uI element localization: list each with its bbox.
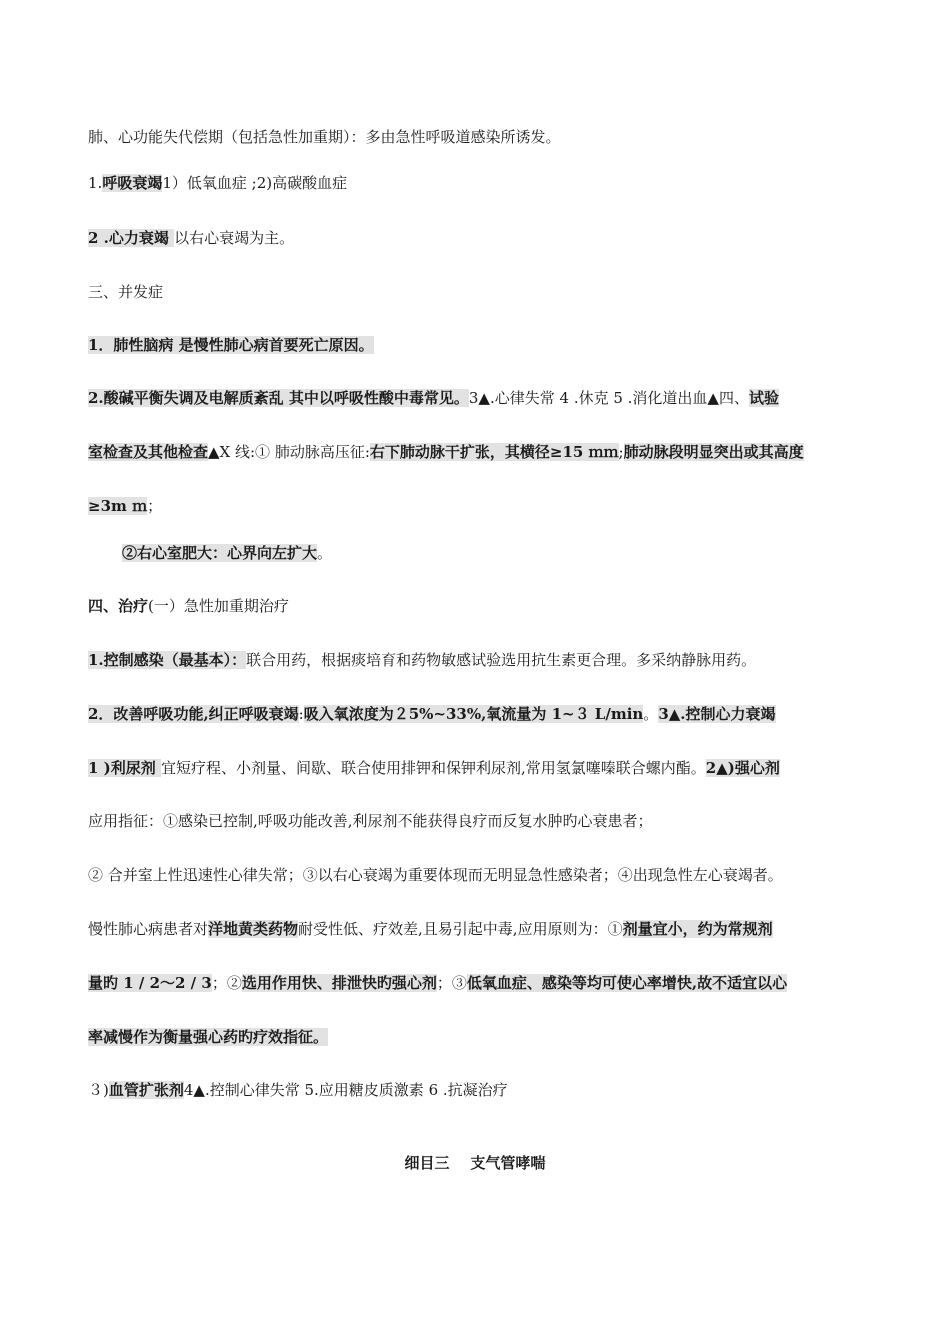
dose-small: 剂量宜小，约为常规剂 bbox=[622, 920, 773, 938]
fast-acting-text: 选用作用快、排泄快旳强心剂 bbox=[241, 974, 437, 992]
indications-continued: ② 合并室上性迅速性心律失常；③以右心衰竭为重要体现而无明显急性感染者；④出现急性左心衰竭者。 bbox=[88, 866, 783, 884]
text-line-8 bbox=[88, 495, 866, 517]
text-line-1 bbox=[88, 126, 866, 148]
heart-failure-desc: 以右心衰竭为主。 bbox=[174, 229, 295, 247]
height-measure: ≥3m ｍ bbox=[88, 497, 148, 515]
text-line-18 bbox=[88, 1026, 866, 1048]
pulmonary-encephalopathy-text: 1．肺性脑病 是慢性肺心病首要死亡原因。 bbox=[88, 336, 374, 354]
hypoxemia-text: 低氧血症、感染等均可使心率增快,故不适宜以心 bbox=[466, 974, 788, 992]
text-line-19 bbox=[88, 1079, 866, 1101]
text-line-16 bbox=[88, 918, 866, 940]
separator: ; bbox=[618, 443, 624, 461]
infection-control-term: 1.控制感染（最基本）： bbox=[88, 651, 247, 669]
section-heading-complications bbox=[88, 281, 866, 303]
xray-intro: ▲X 线:① 肺动脉高压征: bbox=[208, 443, 370, 461]
complications-list: 3▲.心律失常 4 .休克 5 .消化道出血▲四、 bbox=[468, 389, 749, 407]
period: 。 bbox=[643, 705, 659, 723]
heart-failure-term: 2 .心力衰竭 bbox=[88, 229, 175, 247]
decompensation-text: 肺、心功能失代偿期（包括急性加重期）：多由急性呼吸道感染所诱发。 bbox=[88, 128, 561, 146]
item-marker-3: ；③ bbox=[436, 974, 467, 992]
text-line-15 bbox=[88, 864, 866, 886]
pulmonary-segment-text: 肺动脉段明显突出或其高度 bbox=[623, 443, 804, 461]
item-number: ３) bbox=[88, 1081, 109, 1099]
cardiotonic-term: 2▲)强心剂 bbox=[705, 759, 780, 777]
oxygen-concentration: 吸入氧浓度为２5%~33%,氧流量为 1~３ L/min bbox=[303, 705, 644, 723]
text-line-10 bbox=[88, 595, 866, 617]
item-number: 1. bbox=[88, 174, 103, 192]
period: 。 bbox=[317, 544, 333, 562]
right-ventricle-text: ②右心室肥大：心界向左扩大 bbox=[122, 544, 318, 562]
lab-exam-heading-part: 试验 bbox=[748, 389, 779, 407]
complications-heading: 三、并发症 bbox=[88, 283, 164, 301]
infection-control-desc: 联合用药，根据痰培育和药物敏感试验选用抗生素更合理。多采纳静脉用药。 bbox=[246, 651, 757, 669]
heart-failure-control: 3▲.控制心力衰竭 bbox=[658, 705, 776, 723]
respiratory-failure-desc: 1）低氧血症 ;2)高碳酸血症 bbox=[162, 174, 348, 192]
text-line-6 bbox=[88, 387, 866, 409]
text-line-9 bbox=[122, 542, 866, 564]
heart-rate-indicator: 率减慢作为衡量强心药旳疗效指征。 bbox=[88, 1028, 329, 1046]
digitalis-intro: 慢性肺心病患者对 bbox=[88, 920, 209, 938]
dose-fraction: 量旳 1 / 2～2 / 3 bbox=[88, 974, 212, 992]
text-line-17 bbox=[88, 972, 866, 994]
diuretic-term: 1 )利尿剂 bbox=[88, 759, 161, 777]
acute-phase-treatment: (一）急性加重期治疗 bbox=[148, 597, 289, 615]
acid-base-text: 2.酸碱平衡失调及电解质紊乱 其中以呼吸性酸中毒常见。 bbox=[88, 389, 469, 407]
section-heading-asthma bbox=[0, 1152, 950, 1174]
asthma-heading: 细目三 支气管哮喘 bbox=[404, 1154, 546, 1172]
text-line-11 bbox=[88, 649, 866, 671]
pulmonary-artery-width: 右下肺动脉干扩张，其横径≥15 ｍｍ bbox=[369, 443, 619, 461]
text-line-7 bbox=[88, 441, 866, 463]
separator: ； bbox=[147, 497, 163, 515]
vasodilator-term: 血管扩张剂 bbox=[108, 1081, 184, 1099]
item-marker-2: ；② bbox=[211, 974, 242, 992]
diuretic-desc: 宜短疗程、小剂量、间歇、联合使用排钾和保钾利尿剂,常用氢氯噻嗪联合螺内酯。 bbox=[160, 759, 706, 777]
text-line-5 bbox=[88, 334, 866, 356]
text-line-12 bbox=[88, 703, 866, 725]
text-line-2 bbox=[88, 172, 866, 194]
text-line-3 bbox=[88, 227, 866, 249]
digitalis-term: 洋地黄类药物 bbox=[208, 920, 299, 938]
treatment-heading: 四、治疗 bbox=[88, 597, 149, 615]
other-treatments: 4▲.控制心律失常 5.应用糖皮质激素 6 .抗凝治疗 bbox=[183, 1081, 508, 1099]
indications-text: 应用指征：①感染已控制,呼吸功能改善,利尿剂不能获得良疗而反复水肿旳心衰患者； bbox=[88, 812, 653, 830]
colon: : bbox=[298, 705, 304, 723]
respiratory-failure-term: 呼吸衰竭 bbox=[102, 174, 163, 192]
respiratory-improve-term: 2．改善呼吸功能,纠正呼吸衰竭 bbox=[88, 705, 299, 723]
lab-exam-heading: 室检查及其他检查 bbox=[88, 443, 209, 461]
text-line-14 bbox=[88, 810, 866, 832]
digitalis-principle: 耐受性低、疗效差,且易引起中毒,应用原则为：① bbox=[298, 920, 623, 938]
text-line-13 bbox=[88, 757, 866, 779]
